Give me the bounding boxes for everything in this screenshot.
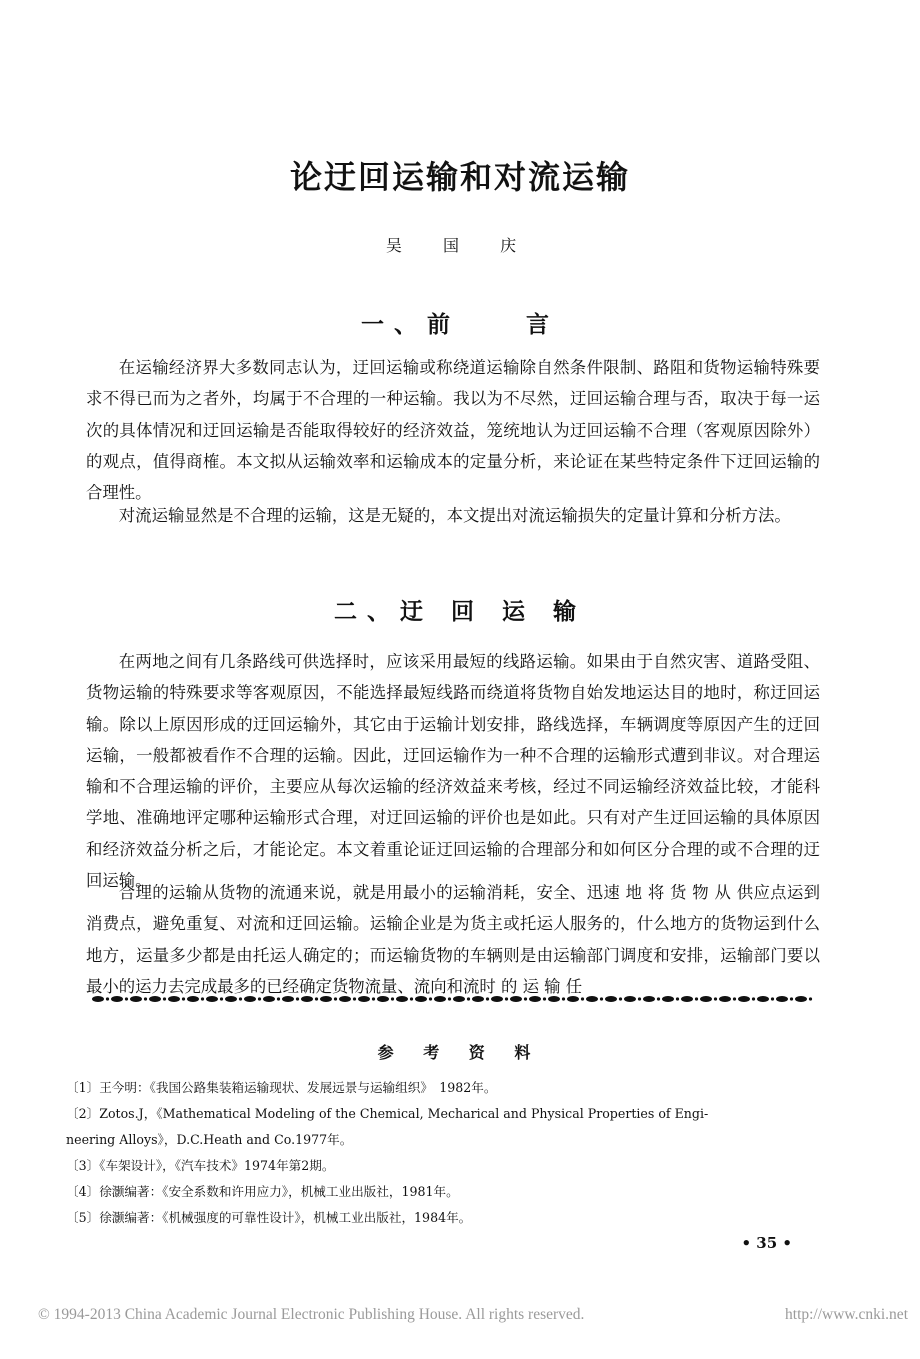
divider-dot xyxy=(296,997,299,1000)
divider-dot xyxy=(676,997,679,1000)
reference-item-continuation: neering Alloys》，D.C.Heath and Co.1977年。 xyxy=(66,1132,353,1147)
divider-dot xyxy=(733,997,736,1000)
divider-ornament xyxy=(225,996,237,1002)
divider-ornament xyxy=(738,996,750,1002)
divider-dot xyxy=(220,997,223,1000)
detour-paragraph-1: 在两地之间有几条路线可供选择时，应该采用最短的线路运输。如果由于自然灾害、道路受阻、货物运输的特殊要求等客观原因，不能选择最短线路而绕道将货物自始发地运达目的地时，称迂回运输。除以上原因形成的迂回运输外，其它由于运输计划安排，路线选择，车辆调度等原因产生的迂回运输，一般都被看作不合理的运输。因此，迂回运输作为一种不合理的运输形式遭到非议。对合理运输和不合理运输的评价，主要应从每次运输的经济效益来考核，经过不同运输经济效益比较，才能科学地、准确地评定哪种运输形式合理，对迂回运输的评价也是如此。只有对产生迂回运输的具体原因和经济效益分析之后，才能论定。本文着重论证迂回运输的合理部分和如何区分合理的或不合理的迂回运输。 xyxy=(86,652,820,891)
divider-ornament xyxy=(320,996,332,1002)
divider-dot xyxy=(543,997,546,1000)
divider-dot xyxy=(600,997,603,1000)
references-list xyxy=(66,1075,806,1231)
divider-ornament xyxy=(548,996,560,1002)
divider-dot xyxy=(201,997,204,1000)
divider-dot xyxy=(638,997,641,1000)
divider-ornament xyxy=(681,996,693,1002)
divider-ornament xyxy=(168,996,180,1002)
divider-dot xyxy=(657,997,660,1000)
divider-dot xyxy=(714,997,717,1000)
divider-dot xyxy=(106,997,109,1000)
footer-url: http://www.cnki.net xyxy=(785,1306,908,1323)
divider-dot xyxy=(315,997,318,1000)
divider-ornament xyxy=(567,996,579,1002)
divider-ornament xyxy=(719,996,731,1002)
divider-dot xyxy=(239,997,242,1000)
section-heading-detour: 二、迂 回 运 输 xyxy=(333,598,587,625)
divider-ornament xyxy=(244,996,256,1002)
divider-dot xyxy=(163,997,166,1000)
divider-dot xyxy=(467,997,470,1000)
divider-ornament xyxy=(263,996,275,1002)
page-number: • 35 • xyxy=(741,1234,792,1252)
divider-dot xyxy=(448,997,451,1000)
divider-dot xyxy=(581,997,584,1000)
divider-ornament xyxy=(130,996,142,1002)
reference-item: 〔4〕徐灏编著：《安全系数和许用应力》，机械工业出版社，1981年。 xyxy=(66,1184,459,1199)
preface-paragraph-1: 在运输经济界大多数同志认为，迂回运输或称绕道运输除自然条件限制、路阻和货物运输特殊要求不得已而为之者外，均属于不合理的一种运输。我以为不尽然，迂回运输合理与否，取决于每一运次的具体情况和迂回运输是否能取得较好的经济效益，笼统地认为迂回运输不合理（客观原因除外）的观点，值得商榷。本文拟从运输效率和运输成本的定量分析，来论证在某些特定条件下迂回运输的合理性。 xyxy=(86,358,820,503)
divider-dot xyxy=(486,997,489,1000)
divider-dot xyxy=(258,997,261,1000)
divider-ornament xyxy=(472,996,484,1002)
divider-dot xyxy=(372,997,375,1000)
divider-ornament xyxy=(624,996,636,1002)
copyright-text: © 1994-2013 China Academic Journal Electronic Publishing House. All rights reserved. xyxy=(38,1306,585,1323)
divider-dot xyxy=(334,997,337,1000)
divider-ornament xyxy=(510,996,522,1002)
divider-ornament xyxy=(434,996,446,1002)
divider-ornament xyxy=(339,996,351,1002)
divider-ornament xyxy=(187,996,199,1002)
preface-paragraph-2: 对流运输显然是不合理的运输，这是无疑的，本文提出对流运输损失的定量计算和分析方法。 xyxy=(118,506,791,525)
decorative-divider xyxy=(92,993,814,1005)
references-heading: 参 考 资 料 xyxy=(377,1043,543,1062)
divider-dot xyxy=(695,997,698,1000)
divider-ornament xyxy=(377,996,389,1002)
divider-ornament xyxy=(776,996,788,1002)
divider-ornament xyxy=(757,996,769,1002)
divider-dot xyxy=(752,997,755,1000)
divider-dot xyxy=(505,997,508,1000)
divider-dot xyxy=(619,997,622,1000)
reference-item: 〔1〕王今明：《我国公路集装箱运输现状、发展远景与运输组织》 1982年。 xyxy=(66,1080,497,1095)
divider-ornament xyxy=(662,996,674,1002)
divider-ornament xyxy=(605,996,617,1002)
divider-dot xyxy=(562,997,565,1000)
divider-dot xyxy=(144,997,147,1000)
divider-dot xyxy=(391,997,394,1000)
divider-ornament xyxy=(643,996,655,1002)
divider-ornament xyxy=(396,996,408,1002)
divider-ornament xyxy=(92,996,104,1002)
reference-item: 〔3〕《车架设计》，《汽车技术》1974年第2期。 xyxy=(66,1158,335,1173)
reference-item: 〔5〕徐灏编著：《机械强度的可靠性设计》，机械工业出版社，1984年。 xyxy=(66,1210,472,1225)
divider-dot xyxy=(809,997,812,1000)
divider-ornament xyxy=(206,996,218,1002)
divider-dot xyxy=(524,997,527,1000)
divider-dot xyxy=(790,997,793,1000)
article-title: 论迂回运输和对流运输 xyxy=(289,158,630,196)
divider-dot xyxy=(771,997,774,1000)
divider-ornament xyxy=(301,996,313,1002)
divider-ornament xyxy=(700,996,712,1002)
divider-dot xyxy=(410,997,413,1000)
divider-ornament xyxy=(415,996,427,1002)
divider-ornament xyxy=(529,996,541,1002)
reference-item: 〔2〕Zotos.J，《Mathematical Modeling of the Chemical, Mecharical and Physical Properties of Engi- xyxy=(66,1106,709,1121)
divider-dot xyxy=(429,997,432,1000)
section-heading-preface: 一、前 言 xyxy=(361,311,559,338)
divider-ornament xyxy=(111,996,123,1002)
divider-ornament xyxy=(795,996,807,1002)
divider-ornament xyxy=(358,996,370,1002)
divider-ornament xyxy=(282,996,294,1002)
article-author: 吴 国 庆 xyxy=(385,236,535,255)
divider-dot xyxy=(277,997,280,1000)
detour-paragraph-2: 合理的运输从货物的流通来说，就是用最小的运输消耗，安全、迅速 地 将 货 物 从 供应点运到消费点，避免重复、对流和迂回运输。运输企业是为货主或托运人服务的，什么地方的货物运到什么地方，运量多少都是由托运人确定的；而运输货物的车辆则是由运输部门调度和安排，运输部门要以最小的运力去完成最多的已经确定货物流量、流向和流时 的 运 输 任 xyxy=(86,883,820,996)
divider-dot xyxy=(125,997,128,1000)
divider-ornament xyxy=(491,996,503,1002)
divider-ornament xyxy=(453,996,465,1002)
divider-dot xyxy=(182,997,185,1000)
divider-ornament xyxy=(149,996,161,1002)
divider-dot xyxy=(353,997,356,1000)
divider-ornament xyxy=(586,996,598,1002)
